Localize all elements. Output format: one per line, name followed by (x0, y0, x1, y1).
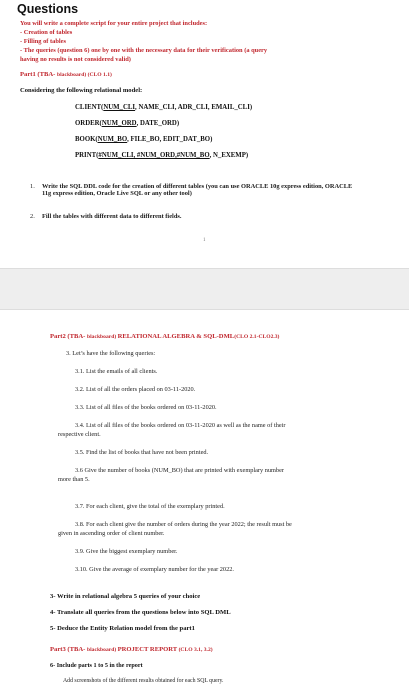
query-item: 3.1. List the emails of all clients. (75, 368, 158, 375)
relation-print: PRINT(#NUM_CLI, #NUM_ORD,#NUM_BO, N_EXEMP) (75, 152, 249, 159)
document-page-2 (0, 310, 409, 700)
part1-clo: (CLO 1.1) (86, 72, 112, 78)
page-title: Questions (17, 2, 79, 16)
part1-heading (20, 71, 112, 78)
queries-intro: 3. Let’s have the following queries: (66, 350, 156, 357)
model-heading: Considering the following relational model: (20, 87, 143, 94)
query-item: 3.8. For each client give the number of orders during the year 2022; the result must be (75, 521, 292, 528)
report-note: Add screenshots of the different results obtained for each SQL query. (63, 678, 224, 684)
page-number: 1 (203, 238, 206, 243)
page-separator (0, 268, 409, 310)
query-item: 3.10. Give the average of exemplary number for the year 2022. (75, 566, 234, 573)
query-item-cont: more than 5. (58, 476, 90, 483)
part2-heading: Part2 (TBA- blackboard) RELATIONAL ALGEBRA & SQL-DML(CLO 2.1-CLO2.3) (50, 333, 280, 340)
part1-blackboard: blackboard) (57, 72, 87, 78)
query-item: 3.9. Give the biggest exemplary number. (75, 548, 178, 555)
intro-line: - Creation of tables (20, 29, 73, 36)
query-item: 3.3. List of all files of the books ordered on 03-11-2020. (75, 404, 217, 411)
intro-line: - Filling of tables (20, 38, 66, 45)
query-item: 3.6 Give the number of books (NUM_BO) that are printed with exemplary number (75, 467, 284, 474)
intro-line: You will write a complete script for your entire project that includes: (20, 20, 208, 27)
task-item: 1. Write the SQL DDL code for the creation of different tables (you can use ORACLE 10g express edition, ORACLE 11g express edition, Oracle Live SQL or any other tool) (30, 183, 353, 198)
relation-book: BOOK(NUM_BO, FILE_BO, EDIT_DAT_BO) (75, 136, 213, 143)
intro-line: having no results is not considered valid) (20, 56, 131, 63)
task-item: 3- Write in relational algebra 5 queries of your choice (50, 593, 201, 600)
query-item: 3.7. For each client, give the total of the exemplary printed. (75, 503, 225, 510)
query-item: 3.4. List of all files of the books ordered on 03-11-2020 as well as the name of their (75, 422, 286, 429)
part3-heading: Part3 (TBA- blackboard) PROJECT REPORT (CLO 3.1, 3.2) (50, 646, 213, 653)
task-item: 2. Fill the tables with different data to different fields. (30, 213, 182, 220)
report-heading: 6- Include parts 1 to 5 in the report (50, 662, 143, 669)
document-page-1 (0, 0, 409, 268)
query-item-cont: respective client. (58, 431, 101, 438)
task-item: 5- Deduce the Entity Relation model from the part1 (50, 625, 195, 632)
query-item: 3.2. List of all the orders placed on 03-11-2020. (75, 386, 196, 393)
query-item: 3.5. Find the list of books that have not been printed. (75, 449, 209, 456)
intro-line: - The queries (question 6) one by one with the necessary data for their verification (a query (20, 47, 268, 54)
part1-label: Part1 (TBA- (20, 71, 57, 78)
task-item: 4- Translate all queries from the questions below into SQL DML (50, 609, 231, 616)
relation-order: ORDER(NUM_ORD, DATE_ORD) (75, 120, 180, 127)
query-item-cont: given in ascending order of client number. (58, 530, 165, 537)
relation-client: CLIENT(NUM_CLI, NAME_CLI, ADR_CLI, EMAIL_CLI) (75, 104, 253, 111)
